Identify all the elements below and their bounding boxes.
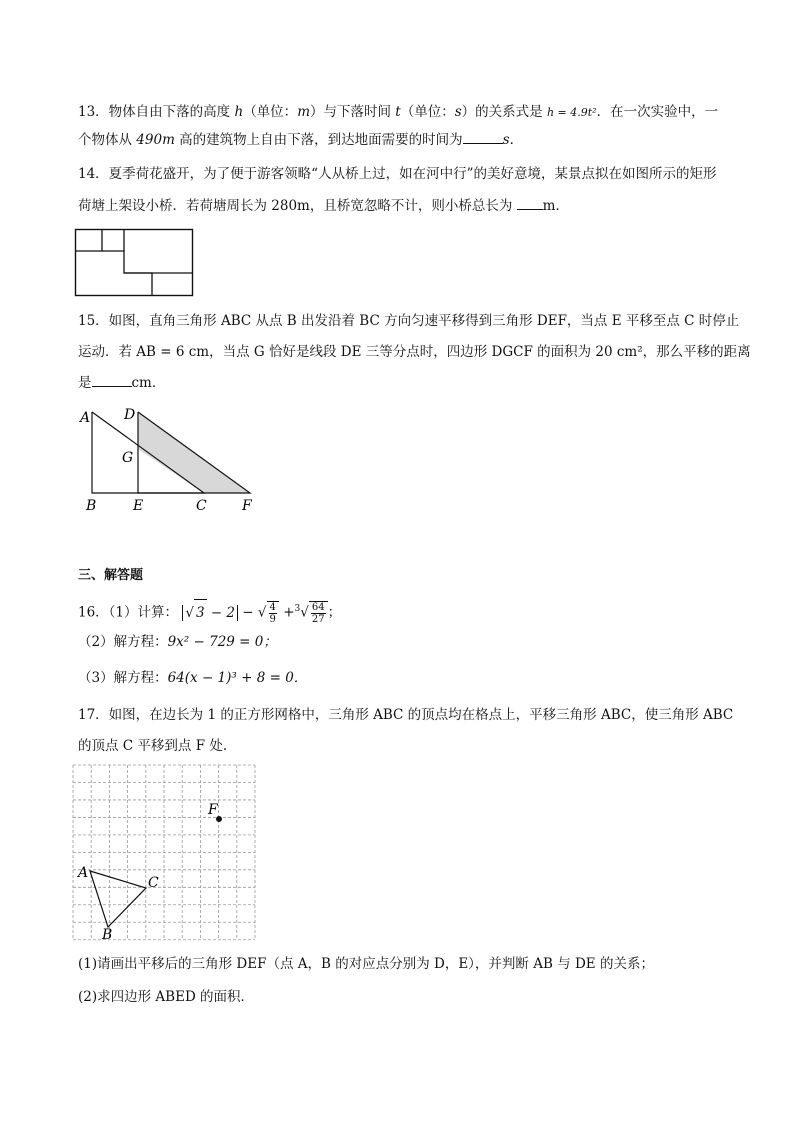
q16-sqrt3: 3 bbox=[194, 599, 207, 626]
q17-sub1: (1)请画出平移后的三角形 DEF（点 A，B 的对应点分别为 D，E），并判断 AB 与 DE 的关系； bbox=[78, 956, 654, 972]
q13-text: ）的关系式是 bbox=[461, 104, 547, 120]
q17-grid-lines bbox=[73, 765, 255, 940]
q15-label-F: F bbox=[242, 498, 252, 514]
q14-line2 bbox=[78, 197, 569, 215]
q16-minus2: − 2 bbox=[206, 604, 236, 621]
q16-part3-expr: 64(x − 1)³ + 8 = 0． bbox=[167, 670, 308, 686]
q14-answer-blank bbox=[517, 197, 543, 210]
q13-text: （单位： bbox=[243, 104, 298, 120]
q16-abs-expr: √ 3 − 2 bbox=[182, 605, 238, 621]
q16-part2-expr: 9x² − 729 = 0； bbox=[167, 634, 277, 650]
q13-answer-blank bbox=[463, 131, 503, 144]
q16-part2-label: （2）解方程： bbox=[78, 634, 168, 650]
q17-grid-figure bbox=[72, 764, 256, 942]
q15-text: cm． bbox=[131, 375, 166, 391]
q16-frac2-den: 27 bbox=[311, 614, 325, 625]
q17-label-B: B bbox=[102, 927, 113, 942]
q15-text: 是 bbox=[78, 375, 92, 391]
q14-pond-figure bbox=[74, 228, 196, 298]
q16-part3-label: （3）解方程： bbox=[78, 670, 168, 686]
q15-label-A: A bbox=[80, 410, 91, 426]
q16-frac2-num: 64 bbox=[311, 602, 325, 613]
q15-label-D: D bbox=[124, 407, 136, 423]
q13-formula: h = 4.9t² bbox=[546, 106, 597, 119]
q13-line2 bbox=[78, 131, 523, 149]
q16-frac1-den: 9 bbox=[269, 614, 276, 625]
q13-text: 个物体从 bbox=[78, 132, 137, 148]
q13-text: 13．物体自由下落的高度 bbox=[78, 104, 235, 120]
q13-text: ． bbox=[509, 132, 524, 148]
q15-label-C: C bbox=[196, 498, 207, 514]
q15-label-B: B bbox=[86, 498, 97, 514]
q16-part3 bbox=[78, 669, 307, 687]
q15-line3 bbox=[78, 374, 165, 392]
q13-unit: s bbox=[502, 132, 510, 148]
q17-label-C: C bbox=[148, 875, 159, 891]
q16-part1-label: 16．（1）计算： bbox=[78, 604, 179, 621]
q15-triangle-figure bbox=[74, 402, 264, 517]
q16-frac1-num: 4 bbox=[269, 602, 276, 613]
q16-frac2 bbox=[309, 601, 328, 625]
q13-line1 bbox=[78, 103, 718, 122]
q17-line1: 17．如图，在边长为 1 的正方形网格中，三角形 ABC 的顶点均在格点上，平移三角形 ABC，使三角形 ABC bbox=[78, 707, 734, 723]
q13-var-h: h bbox=[234, 104, 244, 120]
q17-label-A: A bbox=[78, 865, 89, 881]
section-heading: 三、解答题 bbox=[78, 568, 144, 583]
q14-text: 荷塘上架设小桥．若荷塘周长为 280m，且桥宽忽略不计，则小桥总长为 bbox=[78, 198, 517, 214]
q13-height: 490m bbox=[136, 132, 175, 148]
q17-sub2: (2)求四边形 ABED 的面积． bbox=[78, 989, 255, 1005]
q17-label-F: F bbox=[208, 802, 218, 818]
q15-label-E: E bbox=[133, 498, 144, 514]
q16-part2 bbox=[78, 633, 277, 651]
q13-text: ）与下落时间 bbox=[310, 104, 396, 120]
q16-cube-index: 3 bbox=[294, 604, 301, 614]
q13-unit-s: s bbox=[454, 104, 462, 120]
q15-line1: 15．如图，直角三角形 ABC 从点 B 出发沿着 BC 方向匀速平移得到三角形 DEF，当点 E 平移至点 C 时停止 bbox=[78, 313, 740, 329]
q16-end: ； bbox=[327, 604, 342, 621]
q16-frac1 bbox=[267, 601, 279, 625]
q13-text: （单位： bbox=[400, 104, 455, 120]
q14-text: m． bbox=[542, 198, 569, 214]
q13-var-t: t bbox=[395, 104, 401, 120]
q16-plus: + bbox=[283, 604, 295, 621]
q13-text: 高的建筑物上自由下落，到达地面需要的时间为 bbox=[174, 132, 463, 148]
q16-part1: 16．（1）计算： √ 3 − 2 − √ $\frac{4}{9}$ +$^3$√ $\frac{64}{27}$ ； bbox=[78, 596, 341, 622]
q13-text: ．在一次实验中，一 bbox=[596, 104, 719, 120]
q14-line1: 14．夏季荷花盛开，为了便于游客领略“人从桥上过，如在河中行”的美好意境，某景点拟在如图所示的矩形 bbox=[78, 166, 717, 182]
q17-line2: 的顶点 C 平移到点 F 处． bbox=[78, 738, 237, 754]
q13-unit-m: m bbox=[297, 104, 310, 120]
q15-line2: 运动．若 AB = 6 cm，当点 G 恰好是线段 DE 三等分点时，四边形 DGCF 的面积为 20 cm²，那么平移的距离 bbox=[78, 344, 751, 360]
q17-triangle-ABC bbox=[90, 871, 146, 927]
q15-label-G: G bbox=[122, 450, 134, 466]
q15-answer-blank bbox=[92, 374, 132, 387]
